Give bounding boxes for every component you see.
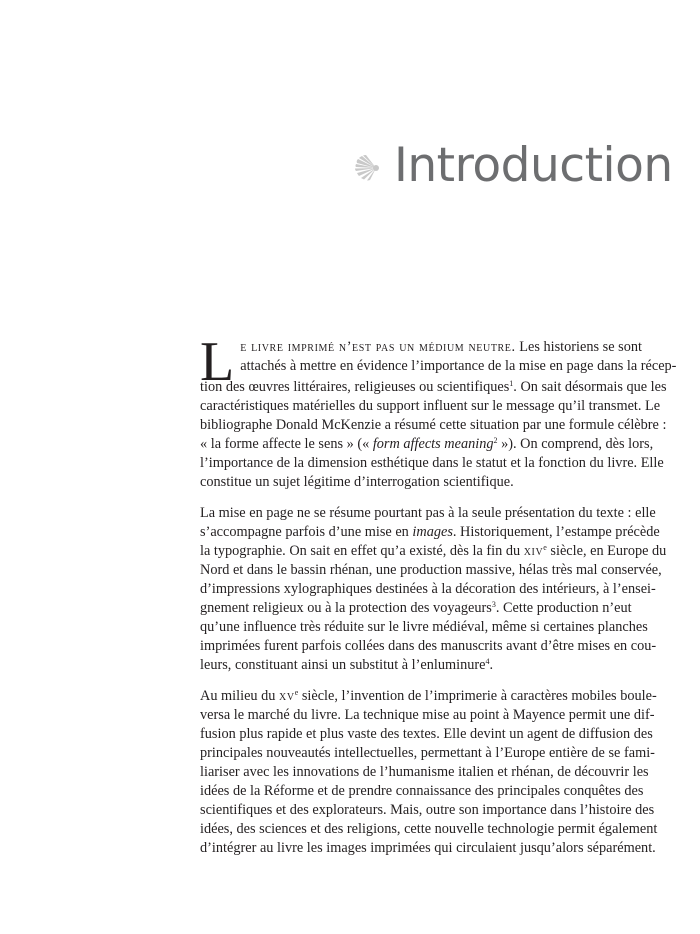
text-line	[200, 656, 612, 675]
chapter-title: Introduction	[394, 138, 673, 193]
body-text	[200, 331, 677, 858]
superscript: e	[543, 543, 547, 552]
footnote-ref-2[interactable]: 2	[493, 436, 498, 445]
text-span: . On sait désormais que les	[513, 379, 667, 395]
text-span: gnement religieux ou à la protection des voyageurs	[200, 600, 492, 616]
text-line: caractéristiques matérielles du support influent sur le message qu’il transmet. Le	[200, 398, 661, 414]
superscript: e	[294, 688, 299, 697]
lead-smallcaps: e livre imprimé n’est pas un médium neutre.	[240, 339, 516, 355]
text-line: attachés à mettre en évidence l’importance de la mise en page dans la récep-	[240, 358, 677, 374]
text-line: bibliographe Donald McKenzie a résumé cette situation par une formule célèbre :	[200, 417, 667, 433]
text-line: liariser avec les innovations de l’humanisme italien et rhénan, de découvrir les	[200, 764, 649, 780]
footnote-ref-4[interactable]: 4	[485, 657, 490, 666]
text-line: versa le marché du livre. La technique mise au point à Mayence permit une dif-	[200, 707, 655, 723]
paragraph-3	[200, 687, 658, 858]
text-line: constitue un sujet légitime d’interrogation scientifique.	[200, 474, 514, 490]
paragraph-2	[200, 504, 667, 675]
text-span: siècle, en Europe du	[546, 543, 667, 559]
text-line: La mise en page ne se résume pourtant pas à la seule présentation du texte : elle	[200, 505, 656, 521]
century-numeral: xiv	[523, 543, 544, 559]
text-line	[200, 523, 660, 542]
text-span: leurs, constituant ainsi un substitut à l’enluminure	[200, 657, 486, 673]
text-span: Au milieu du	[200, 688, 280, 704]
paragraph-1	[200, 331, 677, 492]
text-line	[200, 542, 667, 561]
italic-word: images	[412, 524, 453, 540]
text-line	[200, 378, 667, 397]
text-line: imprimées furent parfois collées dans des manuscrits avant d’être mises en cou-	[200, 638, 657, 654]
text-line: principales nouveautés intellectuelles, permettant à l’Europe entière de se fami-	[200, 745, 655, 761]
text-line: fusion plus rapide et plus vaste des textes. Elle devint un agent de diffusion des	[200, 726, 653, 742]
text-span: Les historiens se sont	[515, 339, 642, 355]
text-line	[200, 435, 654, 454]
paragraph-gap	[200, 675, 612, 687]
text-span: »). On comprend, dès lors,	[497, 436, 654, 452]
chapter-heading	[352, 138, 673, 194]
footnote-ref-1[interactable]: 1	[509, 379, 514, 388]
text-line: qu’une influence très réduite sur le livre médiéval, même si certaines planches	[200, 619, 648, 635]
text-line	[200, 338, 642, 357]
text-span: tion des œuvres littéraires, religieuses ou scientifiques	[200, 379, 510, 395]
text-span: s’accompagne parfois d’une mise en	[200, 524, 413, 540]
text-line: d’intégrer au livre les images imprimées qui circulaient jusqu’alors séparément.	[200, 840, 656, 856]
text-span: . Cette production n’eut	[495, 600, 632, 616]
footnote-ref-3[interactable]: 3	[491, 600, 496, 609]
text-line	[200, 599, 632, 618]
text-span: la typographie. On sait en effet qu’a existé, dès la fin du	[200, 543, 524, 559]
text-span: .	[489, 657, 494, 673]
text-line: idées, des sciences et des religions, cette nouvelle technologie permit également	[200, 821, 658, 837]
drop-cap: L	[200, 331, 235, 393]
text-line: scientifiques et des explorateurs. Mais, outre son importance dans l’histoire des	[200, 802, 655, 818]
text-line: idées de la Réforme et de prendre connaissance des principales conquêtes des	[200, 783, 644, 799]
century-numeral: xv	[279, 688, 295, 704]
text-line	[200, 687, 657, 706]
text-line: d’impressions xylographiques destinées à la décoration des intérieurs, à l’ensei-	[200, 581, 656, 597]
paragraph-gap	[200, 492, 612, 504]
text-span: siècle, l’invention de l’imprimerie à caractères mobiles boule-	[298, 688, 657, 704]
italic-quote: form affects meaning	[372, 436, 494, 452]
text-line: Nord et dans le bassin rhénan, une production massive, hélas très mal conservée,	[200, 562, 662, 578]
scallop-shell-icon	[352, 153, 382, 183]
text-span: . Historiquement, l’estampe précède	[452, 524, 660, 540]
text-span: « la forme affecte le sens » («	[200, 436, 373, 452]
text-line: l’importance de la dimension esthétique dans le statut et la fonction du livre. Elle	[200, 455, 664, 471]
